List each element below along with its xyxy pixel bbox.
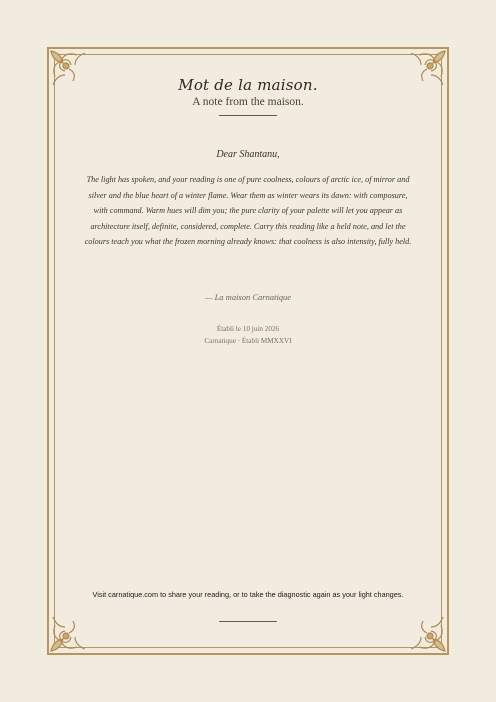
- corner-ornament-icon: [405, 611, 449, 655]
- footer-divider: [219, 621, 277, 622]
- footer-note: Visit carnatique.com to share your reading, or to take the diagnostic again as your light changes.: [92, 590, 404, 599]
- page-title: Mot de la maison.: [178, 76, 318, 94]
- inner-frame-border: [54, 54, 442, 648]
- letter-signature: — La maison Carnatique: [204, 292, 292, 302]
- title-divider: [219, 115, 277, 116]
- page-subtitle: A note from the maison.: [192, 96, 304, 108]
- letter-body: The light has spoken, and your reading is one of pure coolness, colours of arctic ice, of mirror and silver and the blue heart of a winter flame. Wear them as winter wears its dawn: with composure, with command. Warm hues will dim you; the pure clarity of your palette will let you appear as architecture itself, definite, considered, complete. Carry this reading like a held note, and let the colours teach you what the frozen morning already knows: that coolness is also intensity, fully held.: [84, 175, 412, 246]
- letter-greeting: Dear Shantanu,: [216, 149, 280, 160]
- established-date: Établi le 10 juin 2026: [216, 325, 280, 333]
- corner-ornament-icon: [47, 611, 91, 655]
- house-line: Carnatique · Établi MMXXVI: [204, 337, 292, 345]
